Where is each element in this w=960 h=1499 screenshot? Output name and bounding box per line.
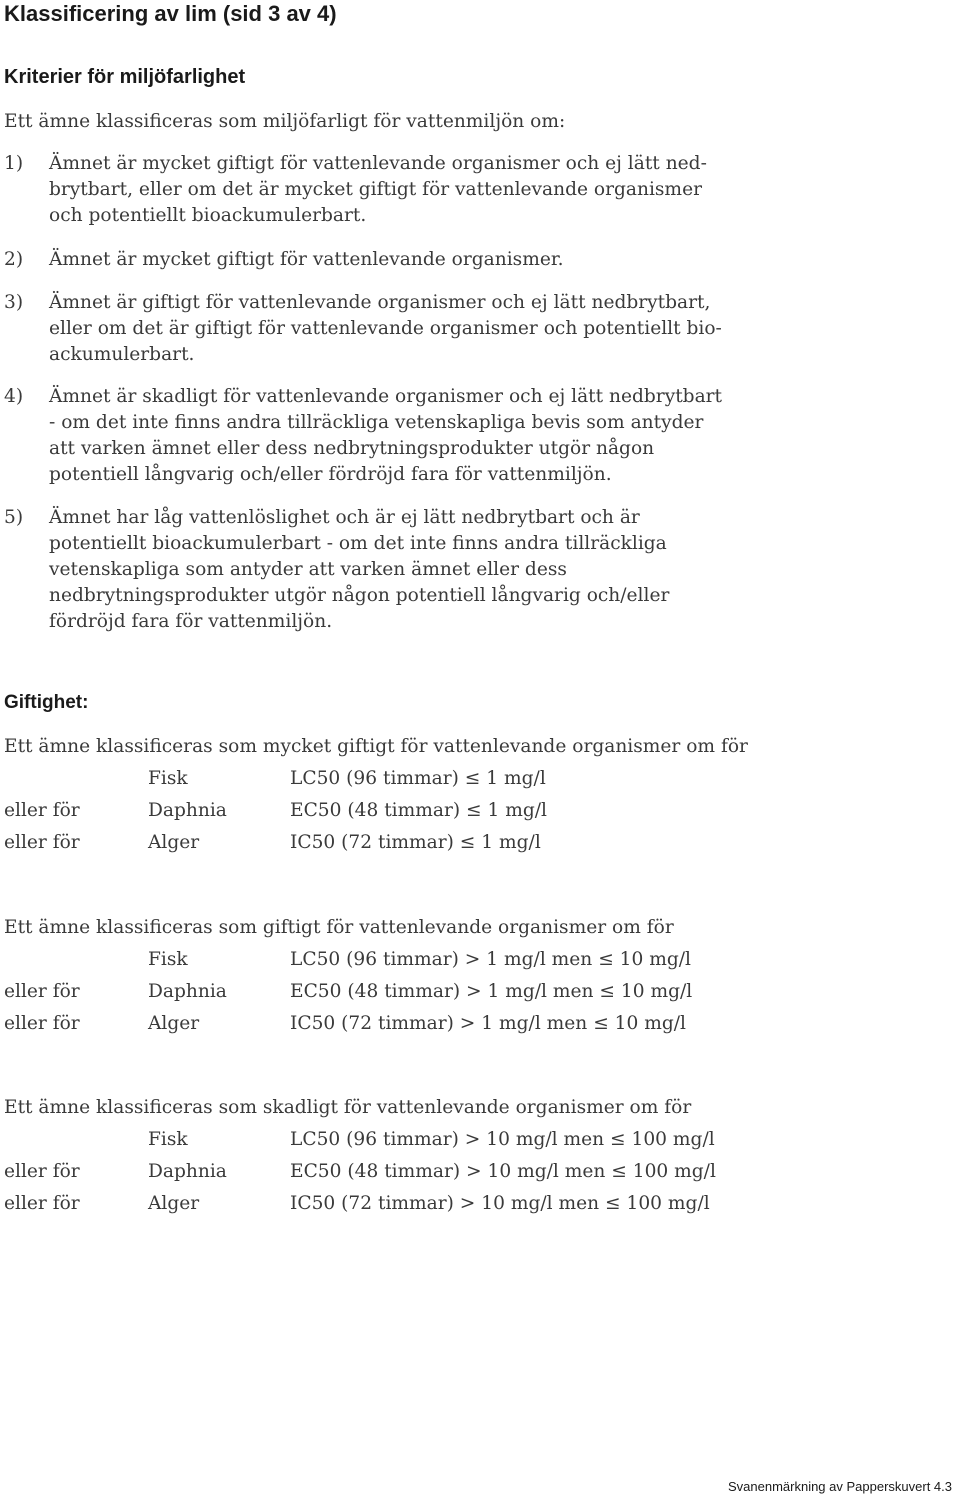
row-organism: Daphnia	[148, 981, 227, 1002]
criterion-number: 5)	[4, 507, 24, 528]
criterion-text: Ämnet är mycket giftigt för vattenlevande organismer.	[49, 249, 564, 270]
toxicity-row	[0, 766, 960, 794]
criterion-number: 3)	[4, 292, 24, 313]
row-organism: Alger	[148, 832, 200, 853]
toxicity-row	[0, 798, 960, 826]
toxicity-row	[0, 1011, 960, 1039]
row-criterion: LC50 (96 timmar) > 10 mg/l men ≤ 100 mg/l	[290, 1129, 715, 1150]
criterion-item	[4, 505, 734, 635]
toxicity-row	[0, 1159, 960, 1187]
row-organism: Fisk	[148, 949, 188, 970]
giftighet-heading: Giftighet:	[4, 692, 89, 713]
row-criterion: IC50 (72 timmar) > 1 mg/l men ≤ 10 mg/l	[290, 1013, 686, 1034]
row-criterion: EC50 (48 timmar) ≤ 1 mg/l	[290, 800, 547, 821]
criterion-item	[4, 290, 734, 368]
row-criterion: IC50 (72 timmar) ≤ 1 mg/l	[290, 832, 541, 853]
criterion-text: Ämnet är skadligt för vattenlevande organismer och ej lätt nedbrytbart - om det inte finns andra tillräckliga vetenskapliga bevis som antyder att varken ämnet eller dess nedbrytningsprodukter utgör någon potentiell långvarig och/eller fördröjd fara för vattenmiljön.	[49, 386, 723, 485]
row-organism: Fisk	[148, 768, 188, 789]
page-footer: Svanenmärkning av Papperskuvert 4.3	[727, 1479, 952, 1494]
toxicity-row	[0, 1127, 960, 1155]
row-prefix: eller för	[4, 981, 80, 1002]
row-criterion: IC50 (72 timmar) > 10 mg/l men ≤ 100 mg/l	[290, 1193, 710, 1214]
row-prefix: eller för	[4, 1161, 80, 1182]
row-criterion: LC50 (96 timmar) ≤ 1 mg/l	[290, 768, 546, 789]
row-organism: Alger	[148, 1193, 200, 1214]
criterion-number: 4)	[4, 386, 24, 407]
toxicity-row	[0, 830, 960, 858]
criterion-item	[4, 384, 734, 488]
criteria-intro: Ett ämne klassificeras som miljöfarligt för vattenmiljön om:	[4, 111, 566, 132]
row-prefix: eller för	[4, 1193, 80, 1214]
toxicity-row	[0, 1191, 960, 1219]
row-prefix: eller för	[4, 1013, 80, 1034]
row-criterion: EC50 (48 timmar) > 10 mg/l men ≤ 100 mg/l	[290, 1161, 716, 1182]
row-prefix: eller för	[4, 800, 80, 821]
row-organism: Fisk	[148, 1129, 188, 1150]
toxicity-group-intro: Ett ämne klassificeras som skadligt för vattenlevande organismer om för	[4, 1097, 692, 1118]
criterion-text: Ämnet är mycket giftigt för vattenlevande organismer och ej lätt ned-brytbart, eller om det är mycket giftigt för vattenlevande organismer och potentiellt bioackumulerbart.	[49, 153, 707, 226]
toxicity-row	[0, 979, 960, 1007]
criterion-text: Ämnet är giftigt för vattenlevande organismer och ej lätt nedbrytbart, eller om det är giftigt för vattenlevande organismer och potentiellt bio-ackumulerbart.	[49, 292, 722, 365]
toxicity-group-intro: Ett ämne klassificeras som mycket giftigt för vattenlevande organismer om för	[4, 736, 748, 757]
row-criterion: LC50 (96 timmar) > 1 mg/l men ≤ 10 mg/l	[290, 949, 692, 970]
page-title: Klassificering av lim (sid 3 av 4)	[4, 1, 337, 26]
section-title: Kriterier för miljöfarlighet	[4, 66, 246, 88]
criterion-text: Ämnet har låg vattenlöslighet och är ej lätt nedbrytbart och är potentiellt bioackumulerbart - om det inte finns andra tillräckliga vetenskapliga som antyder att varken ämnet eller dess nedbrytningsprodukter utgör någon potentiell långvarig och/eller fördröjd fara för vattenmiljön.	[49, 507, 670, 632]
row-organism: Daphnia	[148, 1161, 227, 1182]
toxicity-group-intro: Ett ämne klassificeras som giftigt för vattenlevande organismer om för	[4, 917, 674, 938]
criterion-number: 1)	[4, 153, 24, 174]
row-criterion: EC50 (48 timmar) > 1 mg/l men ≤ 10 mg/l	[290, 981, 693, 1002]
row-organism: Alger	[148, 1013, 200, 1034]
criterion-item	[4, 151, 734, 229]
criterion-number: 2)	[4, 249, 24, 270]
row-prefix: eller för	[4, 832, 80, 853]
toxicity-row	[0, 947, 960, 975]
row-organism: Daphnia	[148, 800, 227, 821]
criterion-item	[4, 247, 734, 273]
